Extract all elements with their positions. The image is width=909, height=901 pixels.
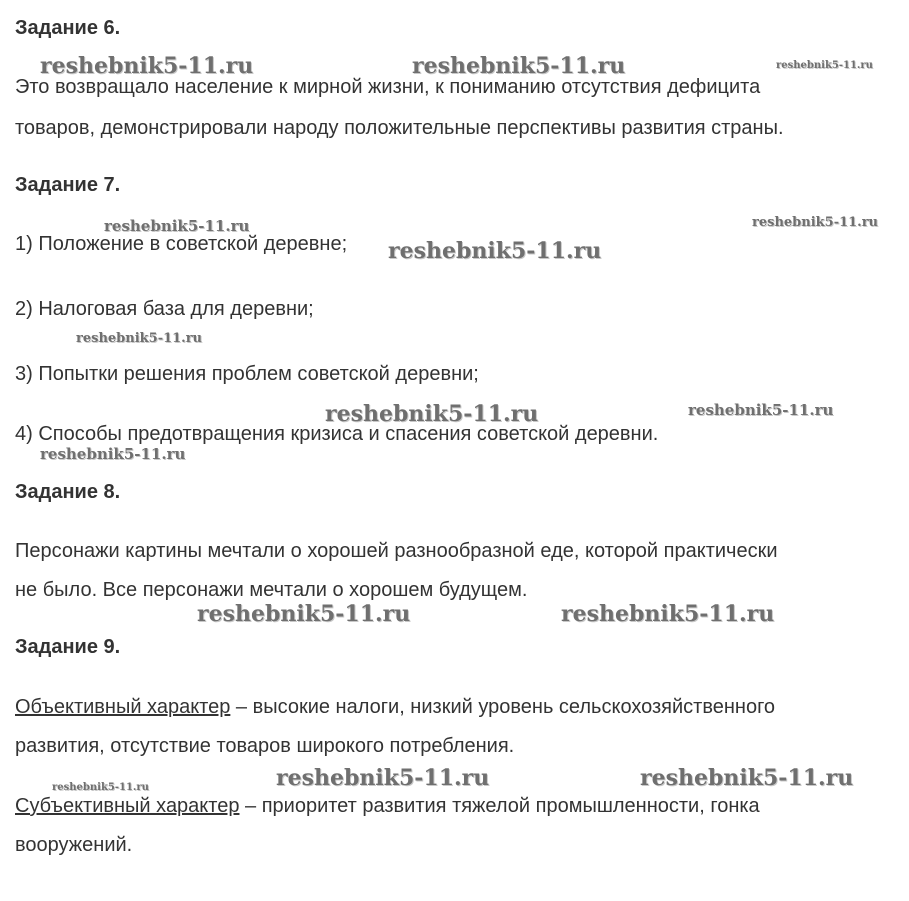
task-7-item-3: 3) Попытки решения проблем советской деревни; bbox=[15, 363, 479, 385]
watermark: reshebnik5-11.ru bbox=[104, 217, 250, 235]
task-7-item-1: 1) Положение в советской деревне; bbox=[15, 233, 348, 255]
watermark: reshebnik5-11.ru bbox=[640, 765, 854, 791]
task-9-subjective-line bbox=[15, 795, 760, 818]
watermark: reshebnik5-11.ru bbox=[688, 401, 834, 419]
task-9-objective-line bbox=[15, 696, 775, 719]
watermark: reshebnik5-11.ru bbox=[325, 401, 539, 427]
watermark: reshebnik5-11.ru bbox=[776, 60, 873, 71]
task-6-line-2: товаров, демонстрировали народу положительные перспективы развития страны. bbox=[15, 117, 784, 139]
task-6-line-1: Это возвращало население к мирной жизни, к пониманию отсутствия дефицита bbox=[15, 76, 761, 98]
watermark: reshebnik5-11.ru bbox=[388, 238, 602, 264]
task-7-item-2: 2) Налоговая база для деревни; bbox=[15, 298, 314, 320]
task-8-line-1: Персонажи картины мечтали о хорошей разнообразной еде, которой практически bbox=[15, 540, 778, 562]
objective-term: Объективный характер bbox=[15, 696, 231, 718]
task-9-subjective-cont: вооружений. bbox=[15, 834, 133, 856]
watermark: reshebnik5-11.ru bbox=[52, 782, 149, 793]
watermark: reshebnik5-11.ru bbox=[40, 445, 186, 463]
task-8-line-2: не было. Все персонажи мечтали о хорошем будущем. bbox=[15, 579, 528, 601]
objective-text: – высокие налоги, низкий уровень сельскохозяйственного bbox=[230, 696, 776, 718]
watermark: reshebnik5-11.ru bbox=[276, 765, 490, 791]
task-9-heading: Задание 9. bbox=[15, 636, 121, 658]
watermark: reshebnik5-11.ru bbox=[197, 601, 411, 627]
task-7-item-4: 4) Способы предотвращения кризиса и спасения советской деревни. bbox=[15, 423, 659, 445]
watermark: reshebnik5-11.ru bbox=[752, 215, 879, 230]
subjective-term: Субъективный характер bbox=[15, 795, 240, 817]
task-9-objective-cont: развития, отсутствие товаров широкого потребления. bbox=[15, 735, 515, 757]
subjective-text: – приоритет развития тяжелой промышленности, гонка bbox=[239, 795, 760, 817]
watermark: reshebnik5-11.ru bbox=[76, 331, 203, 346]
task-6-heading: Задание 6. bbox=[15, 17, 121, 39]
watermark: reshebnik5-11.ru bbox=[412, 53, 626, 79]
watermark: reshebnik5-11.ru bbox=[40, 53, 254, 79]
task-8-heading: Задание 8. bbox=[15, 481, 121, 503]
watermark: reshebnik5-11.ru bbox=[561, 601, 775, 627]
task-7-heading: Задание 7. bbox=[15, 174, 121, 196]
